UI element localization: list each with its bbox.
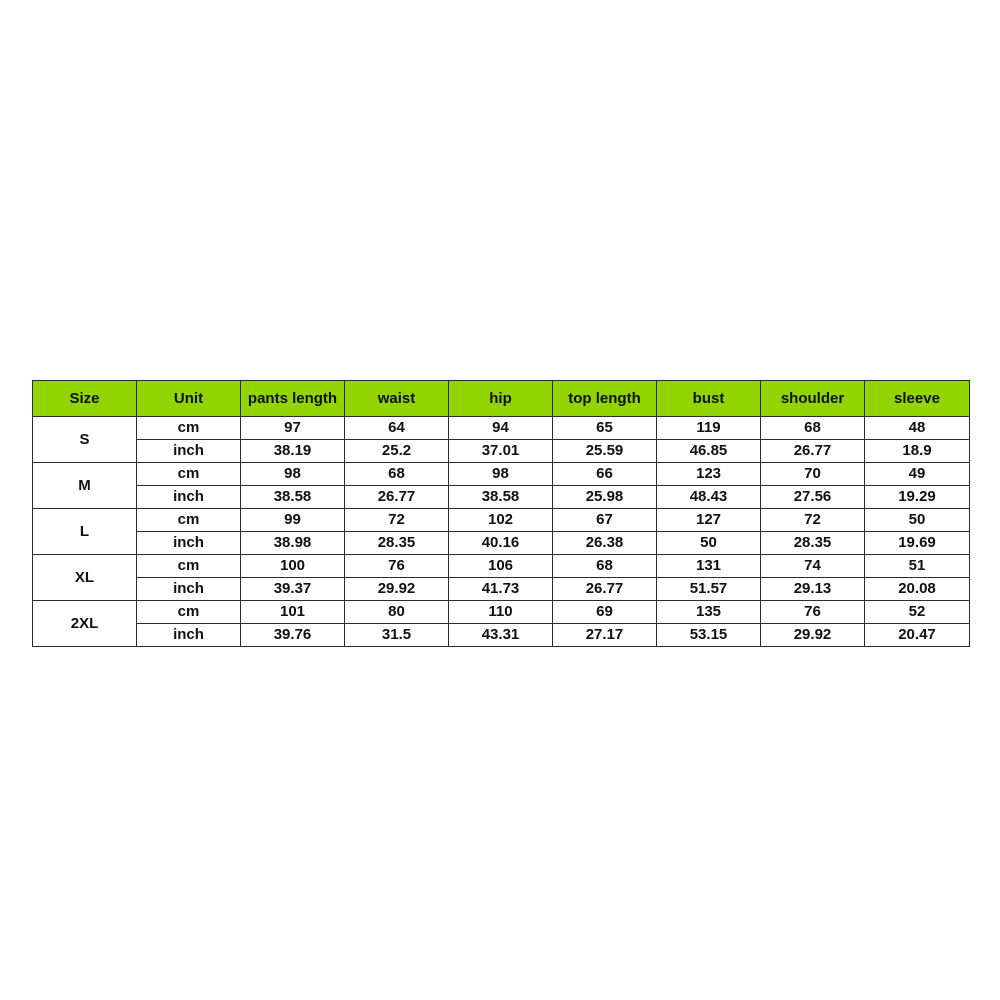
value-cell: 100 — [241, 555, 345, 578]
value-cell: 80 — [345, 601, 449, 624]
value-cell: 70 — [761, 463, 865, 486]
value-cell: 27.17 — [553, 624, 657, 647]
value-cell: 97 — [241, 417, 345, 440]
value-cell: 20.08 — [865, 578, 970, 601]
value-cell: 123 — [657, 463, 761, 486]
table-row — [33, 601, 970, 624]
value-cell: 72 — [345, 509, 449, 532]
unit-cell: cm — [137, 601, 241, 624]
value-cell: 29.92 — [345, 578, 449, 601]
table-body — [33, 417, 970, 647]
unit-cell: cm — [137, 417, 241, 440]
value-cell: 40.16 — [449, 532, 553, 555]
value-cell: 28.35 — [761, 532, 865, 555]
value-cell: 38.58 — [449, 486, 553, 509]
table-row — [33, 463, 970, 486]
value-cell: 76 — [761, 601, 865, 624]
unit-cell: inch — [137, 440, 241, 463]
column-header-top-length: top length — [553, 381, 657, 417]
size-chart — [32, 380, 969, 647]
value-cell: 39.37 — [241, 578, 345, 601]
value-cell: 52 — [865, 601, 970, 624]
value-cell: 43.31 — [449, 624, 553, 647]
value-cell: 98 — [241, 463, 345, 486]
value-cell: 127 — [657, 509, 761, 532]
value-cell: 48.43 — [657, 486, 761, 509]
table-row — [33, 486, 970, 509]
value-cell: 25.2 — [345, 440, 449, 463]
table-row — [33, 578, 970, 601]
value-cell: 64 — [345, 417, 449, 440]
value-cell: 29.13 — [761, 578, 865, 601]
value-cell: 25.98 — [553, 486, 657, 509]
size-cell: L — [33, 509, 137, 555]
value-cell: 41.73 — [449, 578, 553, 601]
value-cell: 46.85 — [657, 440, 761, 463]
value-cell: 48 — [865, 417, 970, 440]
size-cell: XL — [33, 555, 137, 601]
value-cell: 66 — [553, 463, 657, 486]
value-cell: 26.77 — [553, 578, 657, 601]
value-cell: 135 — [657, 601, 761, 624]
value-cell: 27.56 — [761, 486, 865, 509]
header-row — [33, 381, 970, 417]
value-cell: 39.76 — [241, 624, 345, 647]
value-cell: 20.47 — [865, 624, 970, 647]
column-header-sleeve: sleeve — [865, 381, 970, 417]
table-row — [33, 624, 970, 647]
size-cell: 2XL — [33, 601, 137, 647]
value-cell: 31.5 — [345, 624, 449, 647]
value-cell: 101 — [241, 601, 345, 624]
value-cell: 50 — [657, 532, 761, 555]
unit-cell: cm — [137, 463, 241, 486]
column-header-size: Size — [33, 381, 137, 417]
value-cell: 38.58 — [241, 486, 345, 509]
column-header-shoulder: shoulder — [761, 381, 865, 417]
size-table — [32, 380, 970, 647]
value-cell: 51 — [865, 555, 970, 578]
value-cell: 119 — [657, 417, 761, 440]
value-cell: 26.77 — [761, 440, 865, 463]
value-cell: 29.92 — [761, 624, 865, 647]
value-cell: 26.38 — [553, 532, 657, 555]
value-cell: 72 — [761, 509, 865, 532]
value-cell: 53.15 — [657, 624, 761, 647]
unit-cell: inch — [137, 532, 241, 555]
table-row — [33, 555, 970, 578]
value-cell: 131 — [657, 555, 761, 578]
unit-cell: cm — [137, 509, 241, 532]
value-cell: 94 — [449, 417, 553, 440]
value-cell: 19.29 — [865, 486, 970, 509]
value-cell: 18.9 — [865, 440, 970, 463]
value-cell: 65 — [553, 417, 657, 440]
value-cell: 110 — [449, 601, 553, 624]
size-cell: M — [33, 463, 137, 509]
column-header-hip: hip — [449, 381, 553, 417]
value-cell: 51.57 — [657, 578, 761, 601]
value-cell: 28.35 — [345, 532, 449, 555]
column-header-bust: bust — [657, 381, 761, 417]
value-cell: 38.98 — [241, 532, 345, 555]
value-cell: 98 — [449, 463, 553, 486]
table-row — [33, 509, 970, 532]
unit-cell: cm — [137, 555, 241, 578]
unit-cell: inch — [137, 486, 241, 509]
value-cell: 26.77 — [345, 486, 449, 509]
value-cell: 25.59 — [553, 440, 657, 463]
value-cell: 38.19 — [241, 440, 345, 463]
value-cell: 68 — [553, 555, 657, 578]
table-row — [33, 532, 970, 555]
value-cell: 106 — [449, 555, 553, 578]
column-header-unit: Unit — [137, 381, 241, 417]
value-cell: 50 — [865, 509, 970, 532]
unit-cell: inch — [137, 578, 241, 601]
value-cell: 69 — [553, 601, 657, 624]
value-cell: 74 — [761, 555, 865, 578]
value-cell: 37.01 — [449, 440, 553, 463]
column-header-pants-length: pants length — [241, 381, 345, 417]
value-cell: 68 — [761, 417, 865, 440]
value-cell: 19.69 — [865, 532, 970, 555]
value-cell: 102 — [449, 509, 553, 532]
table-row — [33, 417, 970, 440]
value-cell: 67 — [553, 509, 657, 532]
table-row — [33, 440, 970, 463]
size-cell: S — [33, 417, 137, 463]
value-cell: 49 — [865, 463, 970, 486]
unit-cell: inch — [137, 624, 241, 647]
value-cell: 76 — [345, 555, 449, 578]
value-cell: 99 — [241, 509, 345, 532]
value-cell: 68 — [345, 463, 449, 486]
column-header-waist: waist — [345, 381, 449, 417]
